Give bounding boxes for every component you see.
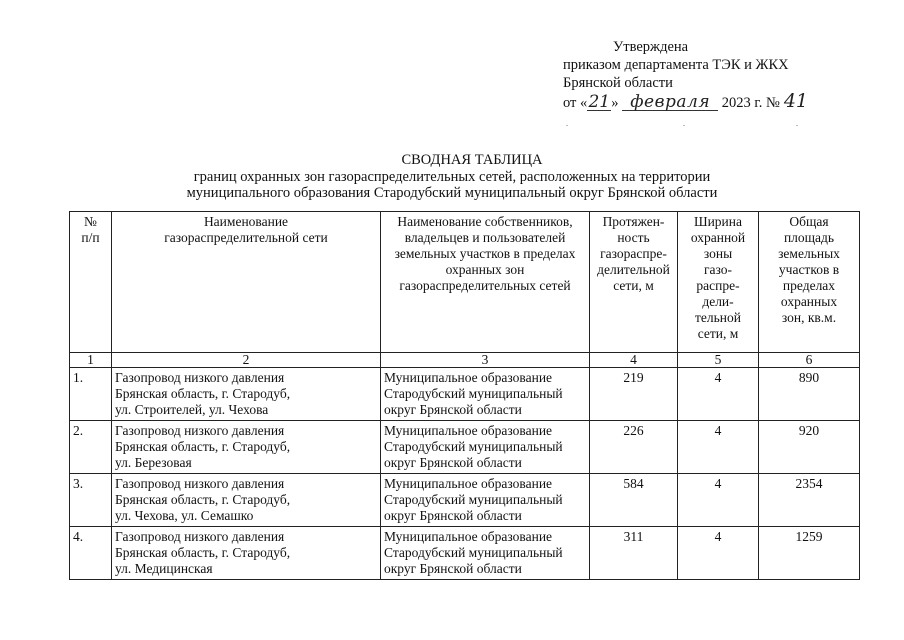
table-row xyxy=(70,474,860,527)
column-number-row xyxy=(70,353,860,368)
handwritten-order-number: 41 xyxy=(783,90,808,112)
approval-title: Утверждена xyxy=(613,39,689,55)
owner-cell: Муниципальное образование Стародубский муниципальный округ Брянской области xyxy=(381,474,590,527)
length-cell: 584 xyxy=(590,474,678,527)
approval-order: приказом департамента ТЭК и ЖКХ xyxy=(563,57,789,73)
length-cell: 311 xyxy=(590,527,678,580)
scan-mark xyxy=(566,125,568,126)
width-cell: 4 xyxy=(678,421,759,474)
owner-cell: Муниципальное образование Стародубский муниципальный округ Брянской области xyxy=(381,421,590,474)
owner-cell: Муниципальное образование Стародубский муниципальный округ Брянской области xyxy=(381,527,590,580)
column-number: 3 xyxy=(381,353,590,368)
row-number: 4. xyxy=(70,527,112,580)
area-cell: 890 xyxy=(759,368,860,421)
table-row xyxy=(70,368,860,421)
length-cell: 226 xyxy=(590,421,678,474)
column-number: 4 xyxy=(590,353,678,368)
date-year: 2023 г. № xyxy=(721,95,780,111)
column-number: 6 xyxy=(759,353,860,368)
title-subtitle-2: муниципального образования Стародубский муниципальный округ Брянской области xyxy=(186,185,718,201)
column-number: 1 xyxy=(70,353,112,368)
width-cell: 4 xyxy=(678,474,759,527)
network-name-cell: Газопровод низкого давления Брянская область, г. Стародуб, ул. Березовая xyxy=(112,421,381,474)
table-row xyxy=(70,421,860,474)
width-cell: 4 xyxy=(678,368,759,421)
table-header-row xyxy=(70,212,860,353)
area-cell: 1259 xyxy=(759,527,860,580)
handwritten-day: 21 xyxy=(588,92,611,112)
header-number: № п/п xyxy=(70,212,112,353)
width-cell: 4 xyxy=(678,527,759,580)
approval-region: Брянской области xyxy=(563,75,673,91)
header-network-name: Наименование газораспределительной сети xyxy=(112,212,381,353)
approval-date-line xyxy=(563,92,853,112)
row-number: 3. xyxy=(70,474,112,527)
scan-mark xyxy=(683,125,685,126)
title-main: СВОДНАЯ ТАБЛИЦА xyxy=(401,152,543,168)
approval-block xyxy=(563,38,853,112)
row-number: 1. xyxy=(70,368,112,421)
area-cell: 2354 xyxy=(759,474,860,527)
owner-cell: Муниципальное образование Стародубский муниципальный округ Брянской области xyxy=(381,368,590,421)
title-subtitle-1: границ охранных зон газораспределительных сетей, расположенных на территории xyxy=(193,168,711,185)
column-number: 2 xyxy=(112,353,381,368)
date-prefix: от « xyxy=(563,95,588,111)
summary-table xyxy=(69,211,860,580)
length-cell: 219 xyxy=(590,368,678,421)
handwritten-month: февраля xyxy=(622,95,718,111)
header-owners: Наименование собственников, владельцев и пользователей земельных участков в пределах охранных зон газораспределительных сетей xyxy=(381,212,590,353)
header-total-area: Общая площадь земельных участков в пределах охранных зон, кв.м. xyxy=(759,212,860,353)
network-name-cell: Газопровод низкого давления Брянская область, г. Стародуб, ул. Чехова, ул. Семашко xyxy=(112,474,381,527)
table-row xyxy=(70,527,860,580)
document-title xyxy=(0,152,904,202)
column-number: 5 xyxy=(678,353,759,368)
header-zone-width: Ширина охранной зоны газо- распре- дели- тельной сети, м xyxy=(678,212,759,353)
date-quote-close: » xyxy=(611,95,619,111)
area-cell: 920 xyxy=(759,421,860,474)
header-length: Протяжен- ность газорaспре- делительной сети, м xyxy=(590,212,678,353)
row-number: 2. xyxy=(70,421,112,474)
network-name-cell: Газопровод низкого давления Брянская область, г. Стародуб, ул. Медицинская xyxy=(112,527,381,580)
network-name-cell: Газопровод низкого давления Брянская область, г. Стародуб, ул. Строителей, ул. Чехова xyxy=(112,368,381,421)
scan-mark xyxy=(796,125,798,126)
